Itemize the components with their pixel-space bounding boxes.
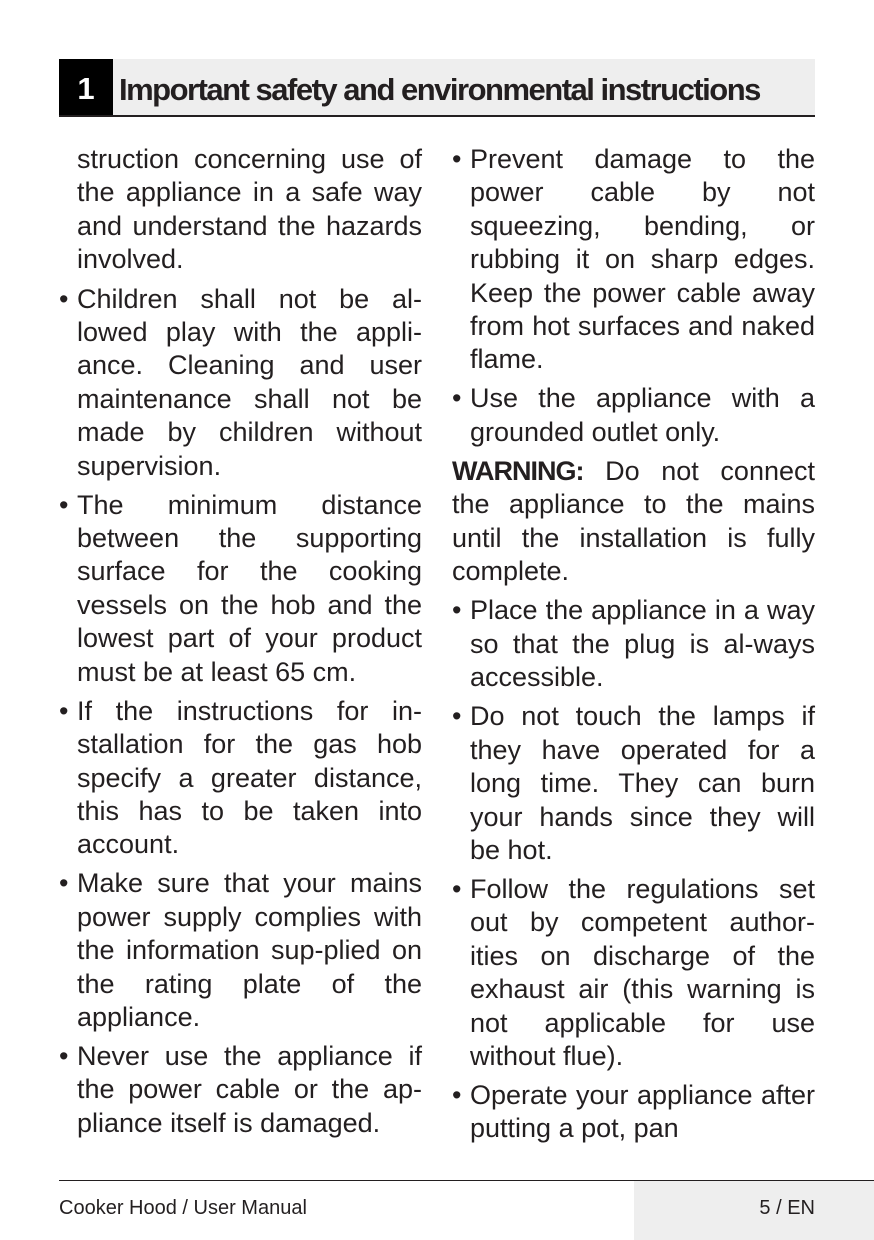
footer-page-box <box>634 1181 874 1240</box>
bullet-icon: • <box>59 489 69 520</box>
bullet-text: Children shall not be al-lowed play with the appli-ance. Cleaning and user maintenance shall not be made by children without supervision. <box>77 283 422 481</box>
right-column <box>452 143 815 1151</box>
bullet-item <box>59 695 422 862</box>
bullet-icon: • <box>59 283 69 314</box>
bullet-icon: • <box>59 868 69 899</box>
chapter-number: 1 <box>59 59 113 115</box>
bullet-text: Follow the regulations set out by competent author-ities on discharge of the exhaust air (this warning is not applicable for use without flue). <box>470 873 815 1071</box>
bullet-item <box>452 594 815 694</box>
bullet-item <box>59 283 422 483</box>
warning-label: WARNING: <box>452 455 584 486</box>
footer-page-number: 5 / EN <box>759 1197 815 1219</box>
chapter-header <box>59 59 815 117</box>
continuation-paragraph: struction concerning use of the appliance in a safe way and understand the hazards involved. <box>77 144 422 275</box>
bullet-icon: • <box>452 1079 462 1110</box>
chapter-title: Important safety and environmental instructions <box>119 72 760 107</box>
bullet-icon: • <box>452 595 462 626</box>
bullet-icon: • <box>452 383 462 414</box>
bullet-item <box>59 1040 422 1140</box>
bullet-item <box>59 867 422 1034</box>
bullet-text: Prevent damage to the power cable by not squeezing, bending, or rubbing it on sharp edges. Keep the power cable away from hot surfaces and naked flame. <box>470 144 815 375</box>
bullet-text: If the instructions for in-stallation for the gas hob specify a greater distance, this has to be taken into account. <box>77 695 422 860</box>
bullet-text: Place the appliance in a way so that the plug is al-ways accessible. <box>470 595 815 693</box>
bullet-icon: • <box>452 144 462 174</box>
bullet-text: Do not touch the lamps if they have operated for a long time. They can burn your hands since they will be hot. <box>470 701 815 865</box>
bullet-text: The minimum distance between the supporting surface for the cooking vessels on the hob and the lowest part of your product must be at least 65 cm. <box>77 489 422 687</box>
bullet-item <box>452 1079 815 1146</box>
bullet-text: Never use the appliance if the power cable or the ap-pliance itself is damaged. <box>77 1040 422 1138</box>
bullet-icon: • <box>59 1040 69 1071</box>
footer-document-title: Cooker Hood / User Manual <box>59 1197 307 1219</box>
warning-text: Do not connect the appliance to the mains until the installation is fully complete. <box>452 455 815 587</box>
left-column <box>59 143 422 1146</box>
bullet-item <box>452 700 815 867</box>
bullet-text: Make sure that your mains power supply complies with the information sup-plied on the rating plate of the appliance. <box>77 868 422 1032</box>
bullet-icon: • <box>452 873 462 904</box>
bullet-text: Operate your appliance after putting a pot, pan <box>470 1079 815 1144</box>
bullet-item <box>452 873 815 1073</box>
bullet-item <box>452 143 815 377</box>
bullet-item <box>452 382 815 449</box>
bullet-icon: • <box>452 701 462 732</box>
warning-paragraph <box>452 455 815 589</box>
bullet-icon: • <box>59 695 69 726</box>
bullet-text: Use the appliance with a grounded outlet only. <box>470 383 815 447</box>
bullet-item <box>59 489 422 689</box>
